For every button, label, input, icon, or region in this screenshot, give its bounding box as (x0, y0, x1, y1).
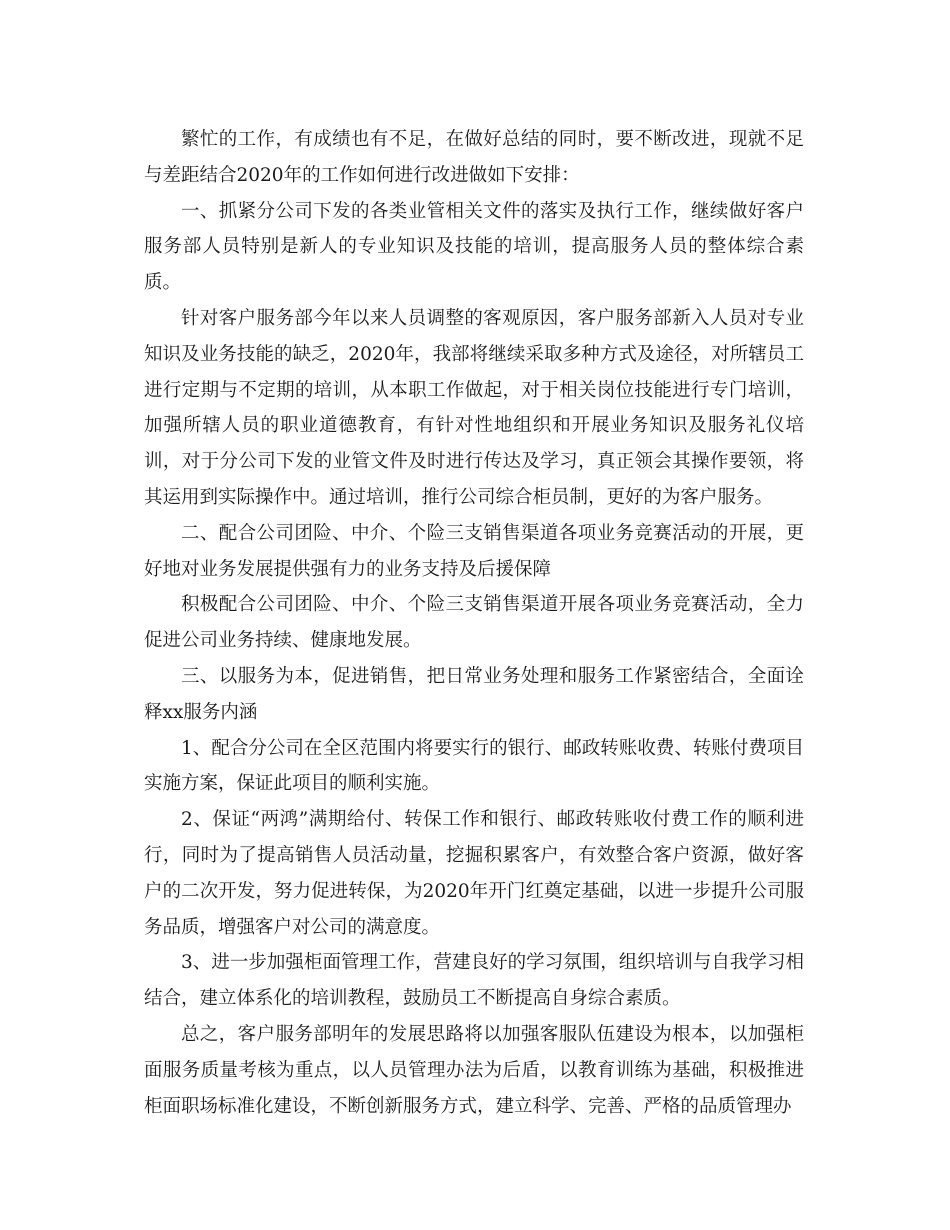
paragraph-competition: 积极配合公司团险、中介、个险三支销售渠道开展各项业务竞赛活动，全力促进公司业务持续、健康地发展。 (144, 594, 804, 652)
paragraph-item-1: 1、配合分公司在全区范围内将要实行的银行、邮政转账收费、转账付费项目实施方案，保证此项目的顺利实施。 (144, 737, 804, 795)
paragraph-item-3: 3、进一步加强柜面管理工作，营建良好的学习氛围，组织培训与自我学习相结合，建立体系化的培训教程，鼓励员工不断提高自身综合素质。 (144, 952, 804, 1010)
paragraph-training: 针对客户服务部今年以来人员调整的客观原因，客户服务部新入人员对专业知识及业务技能的缺乏，2020年，我部将继续采取多种方式及途径，对所辖员工进行定期与不定期的培训，从本职工作做起，对于相关岗位技能进行专门培训，加强所辖人员的职业道德教育，有针对性地组织和开展业务知识及服务礼仪培训，对于分公司下发的业管文件及时进行传达及学习，真正领会其操作要领，将其运用到实际操作中。通过培训，推行公司综合柜员制，更好的为客户服务。 (144, 307, 804, 508)
paragraph-section-1-heading: 一、抓紧分公司下发的各类业管相关文件的落实及执行工作，继续做好客户服务部人员特别是新人的专业知识及技能的培训，提高服务人员的整体综合素质。 (144, 200, 804, 294)
paragraph-intro: 繁忙的工作，有成绩也有不足，在做好总结的同时，要不断改进，现就不足与差距结合2020年的工作如何进行改进做如下安排： (144, 129, 804, 186)
paragraph-section-2-heading: 二、配合公司团险、中介、个险三支销售渠道各项业务竞赛活动的开展，更好地对业务发展提供强有力的业务支持及后援保障 (144, 522, 804, 580)
document-body (144, 122, 804, 1124)
paragraph-conclusion: 总之，客户服务部明年的发展思路将以加强客服队伍建设为根本，以加强柜面服务质量考核为重点，以人员管理办法为后盾，以教育训练为基础，积极推进柜面职场标准化建设，不断创新服务方式，建立科学、完善、严格的品质管理办 (144, 1023, 804, 1117)
paragraph-section-3-heading: 三、以服务为本，促进销售，把日常业务处理和服务工作紧密结合，全面诠释xx服务内涵 (144, 665, 804, 723)
paragraph-item-2: 2、保证“两鸿”满期给付、转保工作和银行、邮政转账收付费工作的顺利进行，同时为了提高销售人员活动量，挖掘积累客户，有效整合客户资源，做好客户的二次开发，努力促进转保，为2020年开门红奠定基础，以进一步提升公司服务品质，增强客户对公司的满意度。 (144, 809, 804, 938)
